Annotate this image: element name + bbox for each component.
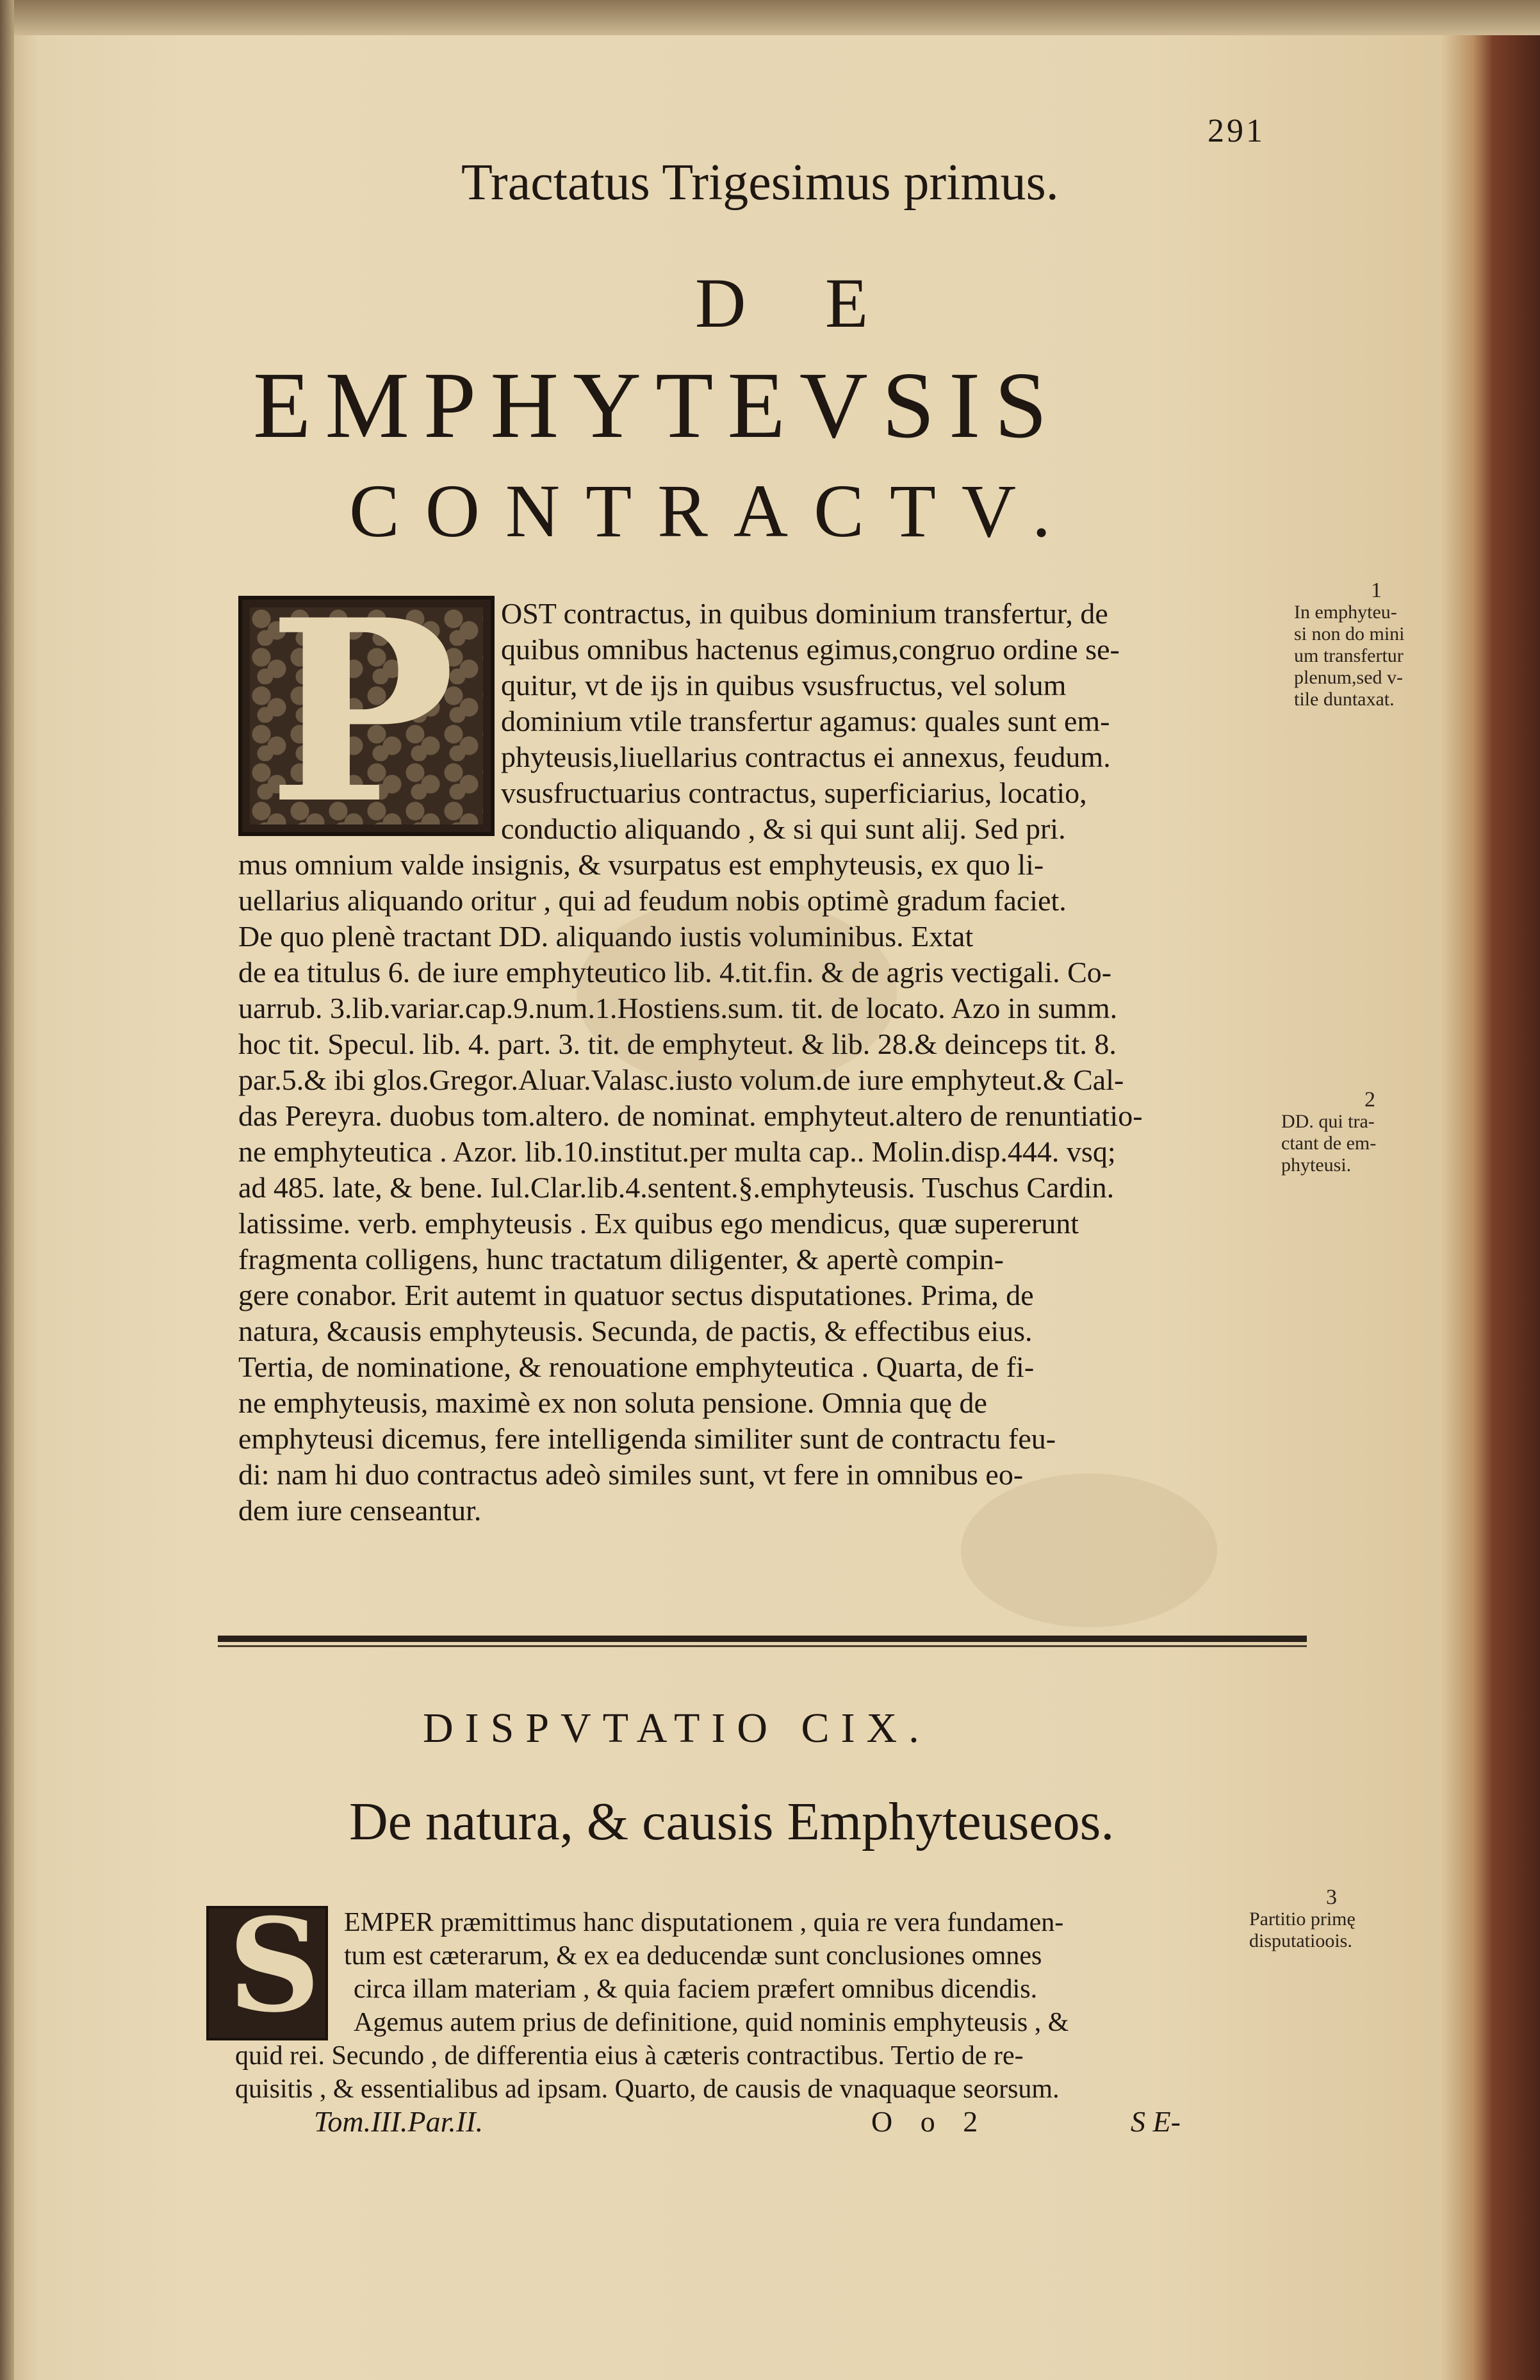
title-de: D E — [695, 264, 899, 342]
text-line: EMPER præmittimus hanc disputationem , quia re vera fundamen- — [344, 1908, 1064, 1937]
dropcap-letter: P — [268, 565, 456, 858]
text-line: ad 485. late, & bene. Iul.Clar.lib.4.sentent.§.emphyteusis. Tuschus Cardin. — [238, 1171, 1115, 1204]
text-line: phyteusis,liuellarius contractus ei annexus, feudum. — [501, 741, 1111, 773]
text-line: Agemus autem prius de definitione, quid nominis emphyteusis , & — [354, 2008, 1069, 2037]
text-line: Tertia, de nominatione, & renouatione emphyteutica . Quarta, de fi- — [238, 1350, 1035, 1383]
margin-note-text: DD. qui tra- ctant de em- phyteusi. — [1281, 1111, 1377, 1176]
dropcap-letter: S — [228, 1891, 321, 2041]
text-line: latissime. verb. emphyteusis . Ex quibus ego mendicus, quæ supererunt — [238, 1207, 1079, 1240]
text-line: ne emphyteusis, maximè ex non soluta pensione. Omnia quę de — [238, 1386, 987, 1419]
title-main: EMPHYTEVSIS — [253, 353, 1061, 458]
text-line: vsusfructuarius contractus, superficiarius, locatio, — [501, 776, 1087, 809]
text-line: quid rei. Secundo , de differentia eius à cæteris contractibus. Tertio de re- — [235, 2041, 1024, 2071]
text-line: gere conabor. Erit autemt in quatuor sectus disputationes. Prima, de — [238, 1279, 1034, 1311]
text-line: quibus omnibus hactenus egimus,congruo ordine se- — [501, 633, 1120, 666]
running-head: Tractatus Trigesimus primus. — [461, 154, 1059, 211]
text-line: quisitis , & essentialibus ad ipsam. Quarto, de causis de vnaquaque seorsum. — [235, 2074, 1060, 2104]
section-divider-thin — [218, 1645, 1307, 1647]
text-line: OST contractus, in quibus dominium transfertur, de — [501, 597, 1108, 630]
text-line: emphyteusi dicemus, fere intelligenda similiter sunt de contractu feu- — [238, 1422, 1056, 1455]
text-line: mus omnium valde insignis, & vsurpatus est emphyteusis, ex quo li- — [238, 848, 1044, 881]
margin-note-3 — [1249, 1887, 1356, 1952]
text-line: di: nam hi duo contractus adeò similes sunt, vt fere in omnibus eo- — [238, 1458, 1024, 1491]
text-line: conductio aliquando , & si qui sunt alij. Sed pri. — [501, 812, 1066, 845]
margin-note-number: 1 — [1371, 579, 1382, 602]
footer-signature-mark: O o 2 — [871, 2105, 988, 2138]
text-line: fragmenta colligens, hunc tractatum diligenter, & apertè compin- — [238, 1243, 1004, 1276]
text-line: dem iure censeantur. — [238, 1494, 482, 1527]
margin-note-1 — [1294, 580, 1405, 710]
margin-note-2 — [1281, 1089, 1376, 1176]
title-sub: CONTRACTV. — [349, 469, 1077, 553]
margin-note-text: In emphyteu- si non do mini um transfertur plenum,sed v- tile duntaxat. — [1294, 602, 1405, 710]
text-line: circa illam materiam , & quia faciem præfert omnibus dicendis. — [354, 1974, 1038, 2004]
footer-signature-left: Tom.III.Par.II. — [314, 2105, 484, 2138]
text-line: ne emphyteutica . Azor. lib.10.institut.per multa cap.. Molin.disp.444. vsq; — [238, 1135, 1116, 1168]
text-line: De quo plenè tractant DD. aliquando iustis voluminibus. Extat — [238, 920, 974, 953]
margin-note-text: Partitio primę disputatioois. — [1249, 1908, 1356, 1951]
text-line: par.5.& ibi glos.Gregor.Aluar.Valasc.iusto volum.de iure emphyteut.& Cal- — [238, 1063, 1124, 1096]
text-line: uarrub. 3.lib.variar.cap.9.num.1.Hostiens.sum. tit. de locato. Azo in summ. — [238, 992, 1118, 1024]
disputatio-heading: DISPVTATIO CIX. — [423, 1705, 931, 1752]
section-title: De natura, & causis Emphyteuseos. — [349, 1792, 1115, 1851]
section-divider — [218, 1636, 1307, 1642]
text-line: quitur, vt de ijs in quibus vsusfructus, vel solum — [501, 669, 1067, 702]
text-line: natura, &causis emphyteusis. Secunda, de pactis, & effectibus eius. — [238, 1315, 1033, 1347]
page-top-edge — [0, 0, 1540, 35]
margin-note-number: 3 — [1326, 1885, 1337, 1909]
text-line: das Pereyra. duobus tom.altero. de nominat. emphyteut.altero de renuntiatio- — [238, 1099, 1143, 1132]
page-number: 291 — [1208, 113, 1265, 149]
intro-paragraph — [238, 596, 1276, 1529]
text-line: dominium vtile transfertur agamus: quales sunt em- — [501, 705, 1110, 737]
text-line: hoc tit. Specul. lib. 4. part. 3. tit. de emphyteut. & lib. 28.& deinceps tit. 8. — [238, 1028, 1117, 1060]
section-paragraph — [206, 1906, 1069, 2106]
text-line: uellarius aliquando oritur , qui ad feudum nobis optimè gradum faciet. — [238, 884, 1067, 917]
text-line: de ea titulus 6. de iure emphyteutico lib. 4.tit.fin. & de agris vectigali. Co- — [238, 956, 1112, 989]
footer-catchword: S E- — [1131, 2105, 1181, 2138]
margin-note-number: 2 — [1364, 1088, 1375, 1112]
gutter-shadow — [0, 0, 14, 2380]
text-line: tum est cæterarum, & ex ea deducendæ sunt conclusiones omnes — [344, 1941, 1042, 1971]
